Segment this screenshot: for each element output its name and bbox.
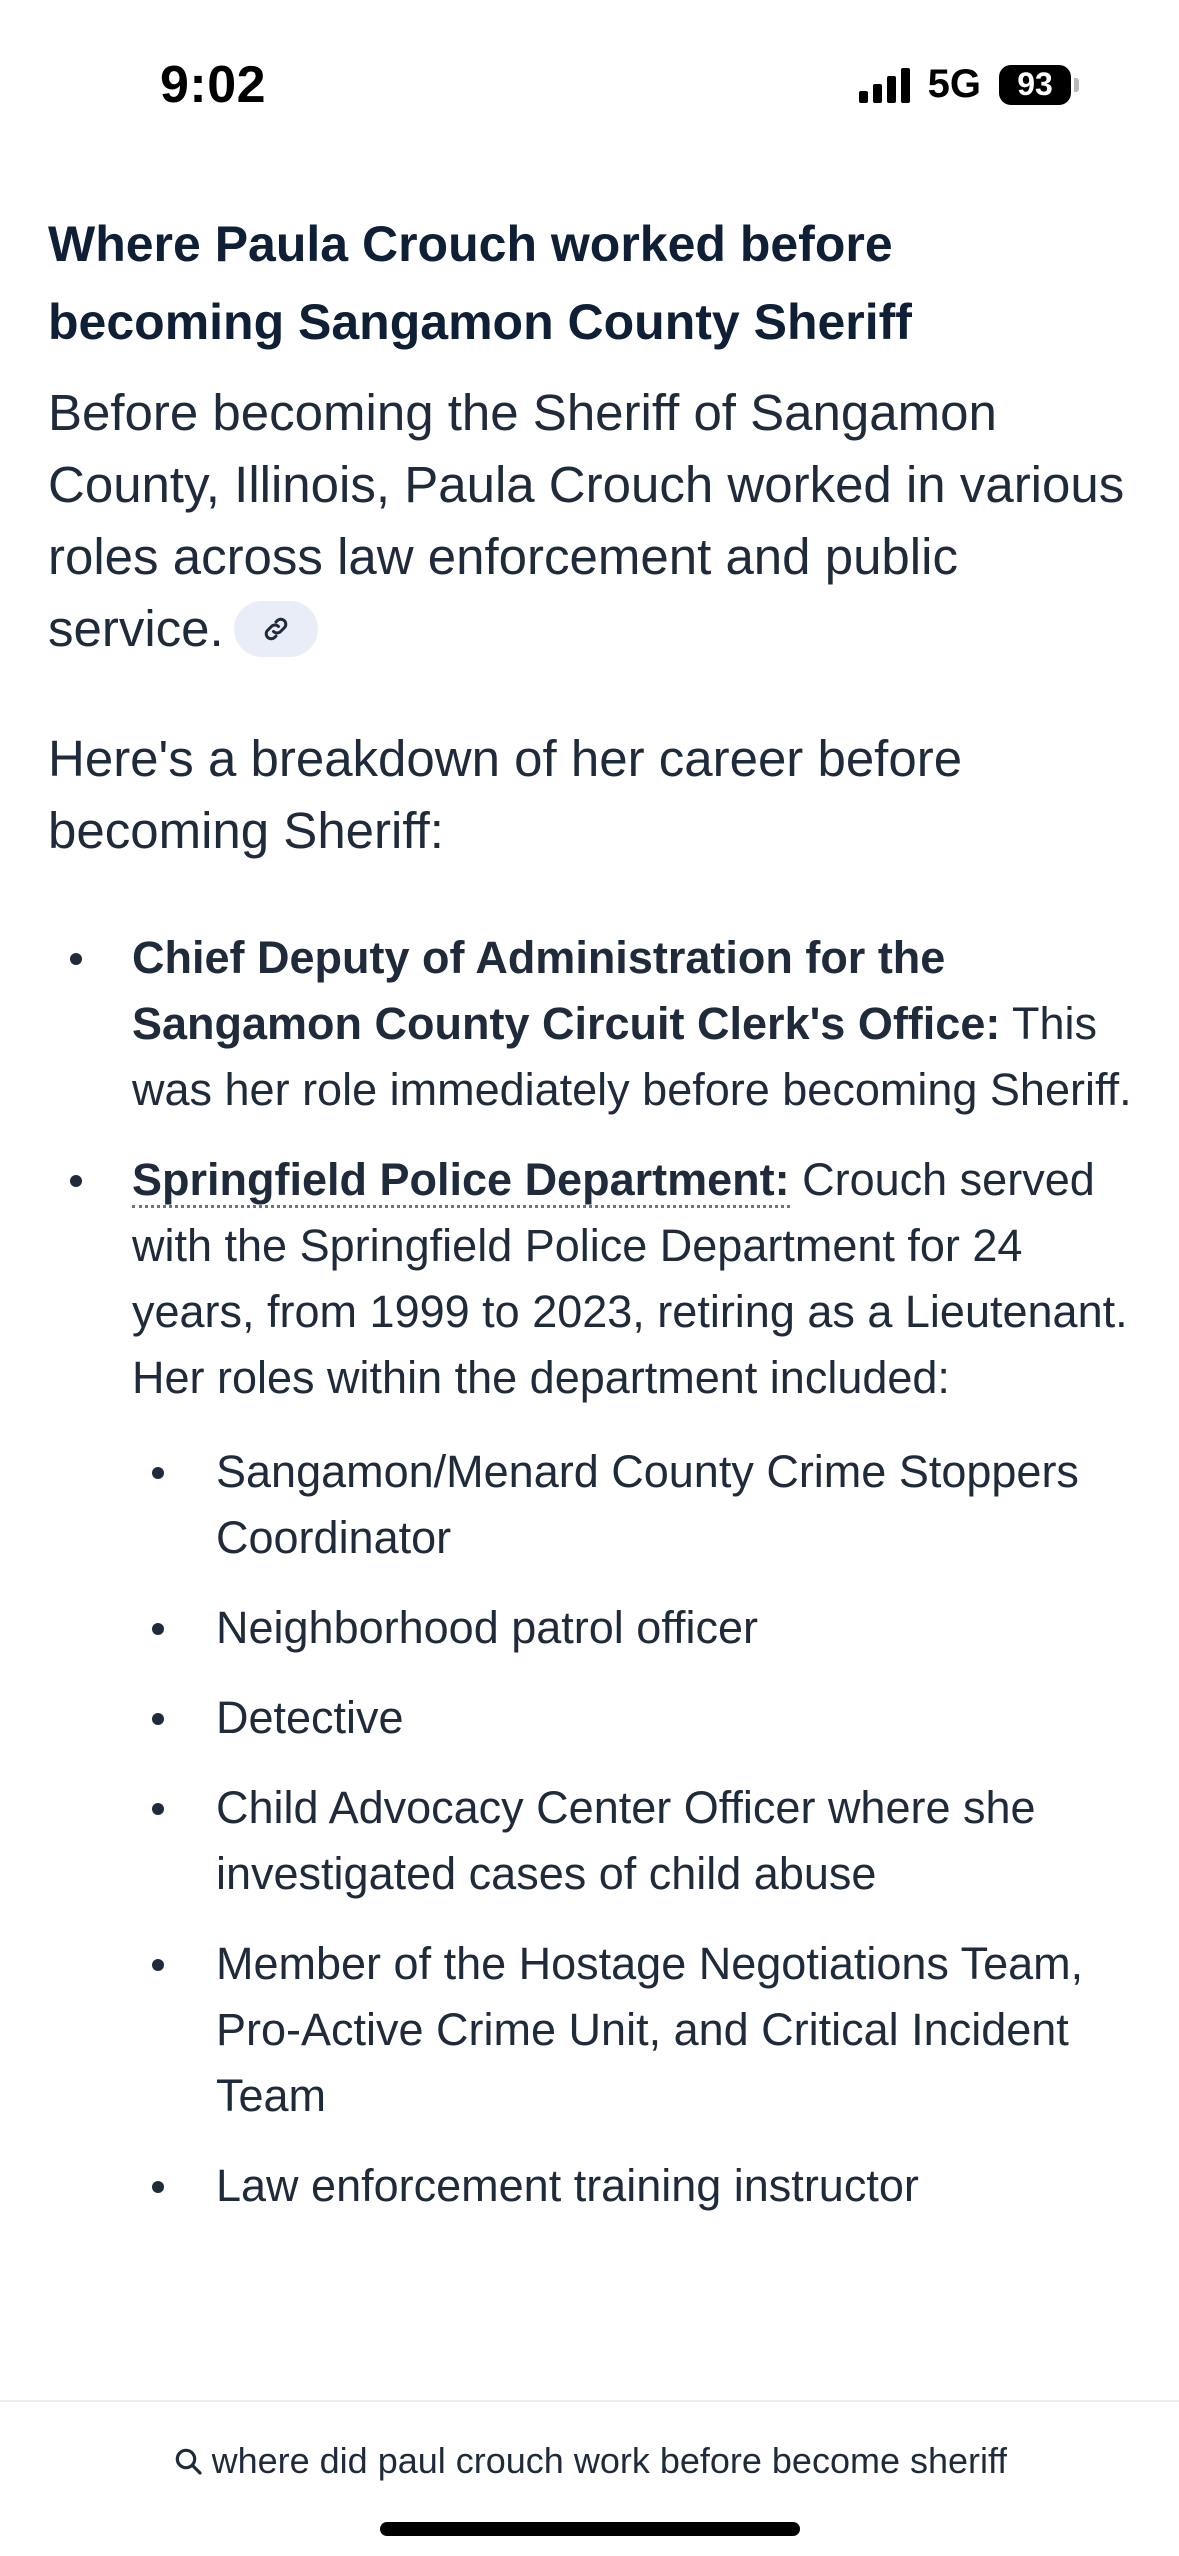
status-bar <box>0 0 1179 170</box>
source-link-button[interactable] <box>234 601 318 657</box>
network-type: 5G <box>927 62 981 106</box>
intro-text: Before becoming the Sheriff of Sangamon County, Illinois, Paula Crouch worked in various roles across law enforcement and public service. <box>48 384 1125 657</box>
sub-list-item: Member of the Hostage Negotiations Team, Pro-Active Crime Unit, and Critical Incident Team <box>132 1931 1138 2129</box>
list-item <box>48 1147 1138 2219</box>
answer-heading: Where Paula Crouch worked before becoming Sangamon County Sheriff <box>48 216 912 350</box>
police-roles-list <box>132 1439 1138 2219</box>
link-icon <box>261 614 291 644</box>
answer-content <box>48 205 1138 2243</box>
sub-list-item: Law enforcement training instructor <box>132 2153 1138 2219</box>
breakdown-intro: Here's a breakdown of her career before becoming Sheriff: <box>48 730 963 859</box>
cellular-signal-icon <box>859 67 910 103</box>
sub-list-item: Detective <box>132 1685 1138 1751</box>
sub-list-item: Neighborhood patrol officer <box>132 1595 1138 1661</box>
sub-list-item: Child Advocacy Center Officer where she investigated cases of child abuse <box>132 1775 1138 1907</box>
career-list <box>48 925 1138 2219</box>
list-item-text: This was her role immediately before becoming Sheriff. <box>132 998 1132 1115</box>
list-item-text: Crouch served with the Springfield Police Department for 24 years, from 1999 to 2023, retiring as a Lieutenant. Her roles within the department included: <box>132 1154 1128 1403</box>
status-time: 9:02 <box>160 56 267 114</box>
search-query-row[interactable] <box>0 2440 1179 2482</box>
bottom-search-bar[interactable] <box>0 2400 1179 2556</box>
springfield-police-link[interactable]: Springfield Police Department: <box>132 1154 790 1208</box>
battery-icon <box>999 65 1079 105</box>
intro-paragraph <box>48 377 1138 665</box>
search-query-text[interactable]: where did paul crouch work before become sheriff <box>211 2440 1008 2481</box>
battery-level: 93 <box>999 65 1071 105</box>
sub-list-item: Sangamon/Menard County Crime Stoppers Coordinator <box>132 1439 1138 1571</box>
list-item-title: Chief Deputy of Administration for the Sangamon County Circuit Clerk's Office: <box>132 932 1001 1049</box>
search-icon <box>172 2445 204 2477</box>
status-indicators <box>859 62 1079 107</box>
list-item <box>48 925 1138 1123</box>
home-indicator[interactable] <box>380 2522 800 2536</box>
